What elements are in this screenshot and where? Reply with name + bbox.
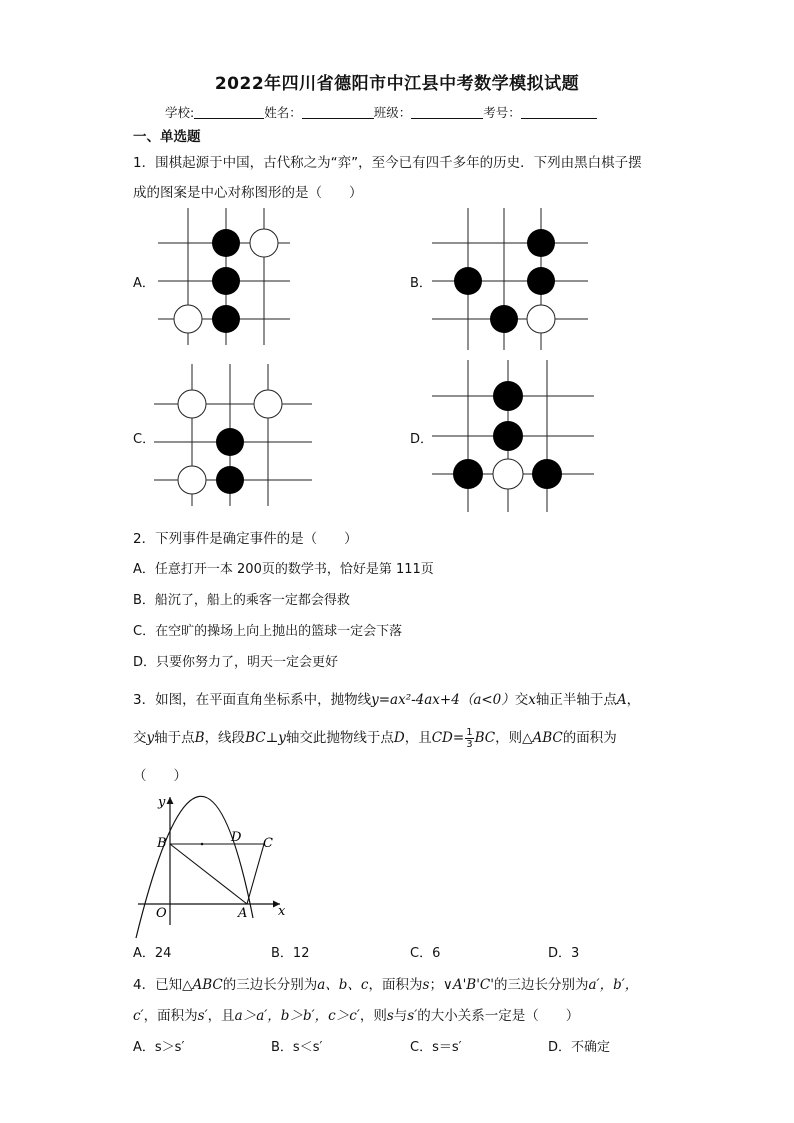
- q4-text: ，面积为: [143, 1008, 198, 1024]
- black-stone: [212, 229, 240, 257]
- q4-option-c[interactable]: C．s＝s′: [410, 1040, 462, 1055]
- class-label: 班级：: [373, 105, 412, 120]
- q3-var: CD=: [431, 730, 465, 746]
- q1-stem-line2: 成的图案是中心对称图形的是（ ）: [133, 185, 363, 201]
- q4-var: c′: [133, 1008, 144, 1024]
- q3-var: BC⊥y: [245, 730, 286, 746]
- q2-stem: 2．下列事件是确定事件的是（ ）: [133, 531, 358, 547]
- q4-text: ，面积为: [368, 977, 423, 993]
- q3-var: x: [528, 692, 536, 708]
- black-stone: [493, 421, 523, 451]
- q4-option-b[interactable]: B．s＜s′: [271, 1040, 323, 1055]
- q4-var: a′，b′，: [588, 977, 639, 993]
- q3-var: A: [616, 692, 627, 708]
- label-x: x: [278, 904, 286, 919]
- go-board-option-a: [150, 200, 290, 350]
- q1-option-b-label[interactable]: B．: [410, 276, 432, 291]
- q3-parabola-equation: y=ax²-4ax+4（a<0）: [371, 692, 515, 708]
- label-point-c: C: [263, 836, 273, 851]
- name-label: 姓名：: [264, 105, 302, 120]
- label-origin: O: [156, 906, 167, 921]
- black-stone: [493, 381, 523, 411]
- q4-text: ；∨: [429, 977, 453, 993]
- q1-stem-line1: 1．围棋起源于中国，古代称之为“弈”，至今已有四千多年的历史．下列由黑白棋子摆: [133, 155, 642, 171]
- q3-option-a[interactable]: A．24: [133, 946, 172, 961]
- school-label: 学校:: [165, 105, 195, 120]
- q4-stem-line2: [133, 1004, 579, 1024]
- white-stone: [174, 305, 202, 333]
- q4-text: 的三边长分别为: [493, 977, 589, 993]
- black-stone: [453, 459, 483, 489]
- white-stone: [250, 229, 278, 257]
- white-stone: [493, 459, 523, 489]
- go-board-option-c: [150, 360, 315, 510]
- q3-text: ，线段: [204, 730, 246, 746]
- fraction-numerator: 1: [466, 726, 473, 738]
- go-board-option-d: [428, 356, 598, 516]
- q3-text: 轴交此抛物线于点: [285, 730, 394, 746]
- q4-var: A'B'C': [452, 977, 494, 993]
- name-blank[interactable]: [302, 106, 374, 119]
- q3-var: y: [146, 730, 155, 746]
- parabola-curve: [136, 796, 253, 938]
- q4-text: 的三边长分别为: [222, 977, 318, 993]
- q4-var: s′: [197, 1008, 208, 1024]
- q3-stem-line3: （ ）: [133, 768, 187, 784]
- q3-text: ，: [626, 692, 641, 708]
- q2-option-c[interactable]: C．在空旷的操场上向上抛出的篮球一定会下落: [133, 624, 403, 639]
- q3-var: BC: [474, 730, 496, 746]
- q4-text: 的大小关系一定是（ ）: [417, 1008, 580, 1024]
- q3-fraction: [465, 727, 473, 750]
- q3-option-c[interactable]: C．6: [410, 946, 441, 961]
- label-y: y: [158, 795, 166, 810]
- q4-var: s′: [407, 1008, 418, 1024]
- q1-option-d-label[interactable]: D．: [410, 432, 434, 447]
- q3-text: 的面积为: [562, 730, 617, 746]
- black-stone: [490, 305, 518, 333]
- white-stone: [178, 390, 206, 418]
- fraction-denominator: 3: [466, 738, 473, 750]
- q3-stem-line2: [133, 726, 617, 750]
- q3-var: D: [393, 730, 405, 746]
- label-point-d: D: [231, 830, 242, 845]
- school-blank[interactable]: [194, 106, 264, 119]
- q4-stem-line1: [133, 973, 638, 993]
- q4-var: a、b、c: [317, 977, 369, 993]
- q4-text: 与: [393, 1008, 408, 1024]
- black-stone: [527, 229, 555, 257]
- q1-option-a-label[interactable]: A．: [133, 276, 155, 291]
- black-stone: [532, 459, 562, 489]
- q4-text: ，则: [359, 1008, 387, 1024]
- q3-var: B: [194, 730, 205, 746]
- q4-text: ，且: [207, 1008, 235, 1024]
- q3-text: 轴正半轴于点: [535, 692, 617, 708]
- q4-var: s: [386, 1008, 394, 1024]
- q3-text: 交: [133, 730, 147, 746]
- q4-condition: a＞a′，b＞b′，c＞c′: [234, 1008, 360, 1024]
- q3-text: 3．如图，在平面直角坐标系中，抛物线: [133, 692, 372, 708]
- q1-option-c-label[interactable]: C．: [133, 432, 156, 447]
- black-stone: [454, 267, 482, 295]
- white-stone: [178, 466, 206, 494]
- black-stone: [216, 466, 244, 494]
- go-board-option-b: [428, 200, 593, 350]
- section-heading: 一、单选题: [133, 129, 201, 145]
- black-stone: [527, 267, 555, 295]
- label-point-a: A: [238, 906, 248, 921]
- black-stone: [212, 267, 240, 295]
- q2-option-d[interactable]: D．只要你努力了，明天一定会更好: [133, 655, 339, 670]
- segment-ac: [247, 844, 264, 904]
- q3-option-b[interactable]: B．12: [271, 946, 310, 961]
- q4-option-d[interactable]: D．不确定: [548, 1040, 611, 1055]
- exam-no-label: 考号：: [483, 105, 521, 120]
- q3-parabola-figure: [130, 793, 300, 933]
- q3-text: ，则△: [495, 730, 533, 746]
- label-point-b: B: [157, 836, 167, 851]
- exam-no-blank[interactable]: [521, 106, 597, 119]
- page-title: 2022年四川省德阳市中江县中考数学模拟试题: [214, 74, 580, 94]
- class-blank[interactable]: [411, 106, 483, 119]
- q2-option-a[interactable]: A．任意打开一本 200页的数学书，恰好是第 111页: [133, 562, 434, 577]
- q4-option-a[interactable]: A．s＞s′: [133, 1040, 185, 1055]
- q4-var: ABC: [192, 977, 223, 993]
- q3-text: ，且: [404, 730, 432, 746]
- q3-var: ABC: [532, 730, 563, 746]
- q3-stem-line1: [133, 688, 640, 708]
- q2-option-b[interactable]: B．船沉了，船上的乘客一定都会得救: [133, 593, 350, 608]
- black-stone: [212, 305, 240, 333]
- q4-var: s: [422, 977, 430, 993]
- student-info-line: [165, 103, 597, 121]
- segment-ab: [170, 844, 247, 904]
- q3-text: 交: [514, 692, 529, 708]
- small-dot: [201, 843, 204, 846]
- q4-text: 4．已知△: [133, 977, 193, 993]
- q3-option-d[interactable]: D．3: [548, 946, 580, 961]
- white-stone: [254, 390, 282, 418]
- black-stone: [216, 428, 244, 456]
- q3-text: 轴于点: [154, 730, 195, 746]
- white-stone: [527, 305, 555, 333]
